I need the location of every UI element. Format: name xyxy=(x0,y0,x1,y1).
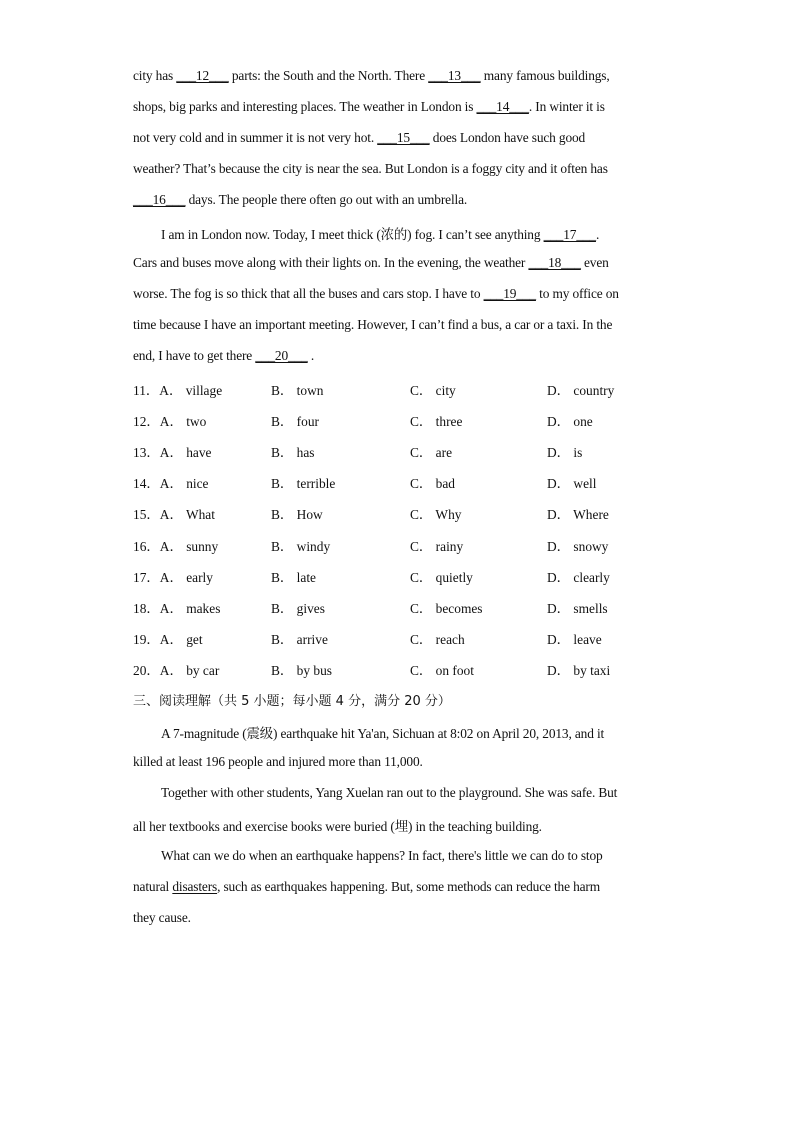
passage-text: . In winter it is xyxy=(528,99,605,114)
question-row xyxy=(133,567,693,587)
passage-text: Cars and buses move along with their lights on. In the evening, the weather xyxy=(133,255,529,270)
question-row xyxy=(133,473,693,493)
option-d: D． country xyxy=(547,383,615,398)
passage-line xyxy=(133,286,619,302)
option-c: C． Why xyxy=(410,507,462,522)
reading-line xyxy=(133,879,600,895)
blank-18: ___18___ xyxy=(528,255,581,270)
passage-text: days. The people there often go out with an umbrella. xyxy=(185,192,468,207)
blank-19: ___19___ xyxy=(483,286,536,301)
option-c: C． city xyxy=(410,383,456,398)
question-number: 11．A． village xyxy=(133,383,223,398)
option-c: C． quietly xyxy=(410,570,473,585)
question-row xyxy=(133,660,693,680)
option-c: C． are xyxy=(410,445,453,460)
reading-line: What can we do when an earthquake happens? In fact, there's little we can do to stop xyxy=(161,848,603,863)
question-number: 18．A． makes xyxy=(133,601,221,616)
reading-line: killed at least 196 people and injured more than 11,000. xyxy=(133,754,423,769)
option-d: D． by taxi xyxy=(547,663,611,678)
question-number: 16．A． sunny xyxy=(133,539,219,554)
reading-line: A 7-magnitude (震级) earthquake hit Ya'an, Sichuan at 8:02 on April 20, 2013, and it xyxy=(161,726,605,741)
option-d: D． one xyxy=(547,414,593,429)
option-d: D． clearly xyxy=(547,570,610,585)
blank-15: ___15___ xyxy=(377,130,430,145)
option-d: D． well xyxy=(547,476,597,491)
section-title: 三、阅读理解（共 5 小题；每小题 4 分，满分 20 分） xyxy=(133,694,451,709)
passage-text: . xyxy=(307,348,315,363)
question-number: 14．A． nice xyxy=(133,476,209,491)
passage-line xyxy=(133,130,585,146)
blank-14: ___14___ xyxy=(476,99,529,114)
option-b: B． How xyxy=(271,507,323,522)
passage-text: time because I have an important meeting. However, I can’t find a bus, a car or a taxi. In the xyxy=(133,317,613,332)
passage-text: end, I have to get there xyxy=(133,348,256,363)
question-row xyxy=(133,629,693,649)
passage-text: shops, big parks and interesting places. The weather in London is xyxy=(133,99,477,114)
question-number: 12．A． two xyxy=(133,414,207,429)
passage-text: many famous buildings, xyxy=(480,68,610,83)
option-c: C． rainy xyxy=(410,539,464,554)
passage-text: city has xyxy=(133,68,177,83)
option-c: C． three xyxy=(410,414,463,429)
question-number: 15．A． What xyxy=(133,507,215,522)
question-row xyxy=(133,411,693,431)
question-row xyxy=(133,598,693,618)
reading-text: , such as earthquakes happening. But, some methods can reduce the harm xyxy=(217,879,601,894)
option-b: B． late xyxy=(271,570,316,585)
passage-text: worse. The fog is so thick that all the buses and cars stop. I have to xyxy=(133,286,484,301)
question-row xyxy=(133,380,693,400)
passage-text: to my office on xyxy=(535,286,619,301)
passage-line xyxy=(133,192,467,208)
option-c: C． reach xyxy=(410,632,465,647)
option-b: B． town xyxy=(271,383,324,398)
blank-13: ___13___ xyxy=(428,68,481,83)
passage-line xyxy=(133,348,314,364)
question-row xyxy=(133,536,693,556)
option-b: B． terrible xyxy=(271,476,336,491)
reading-line: they cause. xyxy=(133,910,191,925)
reading-line: all her textbooks and exercise books were buried (埋) in the teaching building. xyxy=(133,819,542,834)
question-number: 13．A． have xyxy=(133,445,212,460)
option-b: B． has xyxy=(271,445,315,460)
passage-line xyxy=(133,317,612,333)
option-c: C． bad xyxy=(410,476,456,491)
passage-line xyxy=(133,99,605,115)
option-c: C． becomes xyxy=(410,601,483,616)
blank-12: ___12___ xyxy=(176,68,229,83)
passage-line xyxy=(133,161,608,177)
question-number: 20．A． by car xyxy=(133,663,220,678)
passage-text: . xyxy=(595,227,600,242)
passage-text: does London have such good xyxy=(429,130,586,145)
passage-line xyxy=(133,255,609,271)
passage-text: I am in London now. Today, I meet thick (浓的) fog. I can’t see anything xyxy=(161,227,544,242)
question-row xyxy=(133,504,693,524)
blank-20: ___20___ xyxy=(255,348,308,363)
option-d: D． Where xyxy=(547,507,609,522)
option-b: B． windy xyxy=(271,539,331,554)
reading-line: Together with other students, Yang Xuelan ran out to the playground. She was safe. But xyxy=(161,785,618,800)
reading-text: natural xyxy=(133,879,173,894)
option-d: D． smells xyxy=(547,601,608,616)
passage-line xyxy=(161,224,599,243)
passage-text: weather? That’s because the city is near the sea. But London is a foggy city and it often has xyxy=(133,161,608,176)
option-b: B． gives xyxy=(271,601,325,616)
blank-16: ___16___ xyxy=(133,192,186,207)
underlined-word: disasters xyxy=(172,879,218,894)
blank-17: ___17___ xyxy=(543,227,596,242)
passage-text: even xyxy=(580,255,609,270)
passage-line xyxy=(133,68,610,84)
question-number: 17．A． early xyxy=(133,570,213,585)
option-d: D． leave xyxy=(547,632,602,647)
question-number: 19．A． get xyxy=(133,632,203,647)
passage-text: not very cold and in summer it is not very hot. xyxy=(133,130,378,145)
question-row xyxy=(133,442,693,462)
option-c: C． on foot xyxy=(410,663,474,678)
option-b: B． arrive xyxy=(271,632,328,647)
option-d: D． snowy xyxy=(547,539,609,554)
option-d: D． is xyxy=(547,445,583,460)
option-b: B． four xyxy=(271,414,319,429)
passage-text: parts: the South and the North. There xyxy=(228,68,429,83)
option-b: B． by bus xyxy=(271,663,333,678)
